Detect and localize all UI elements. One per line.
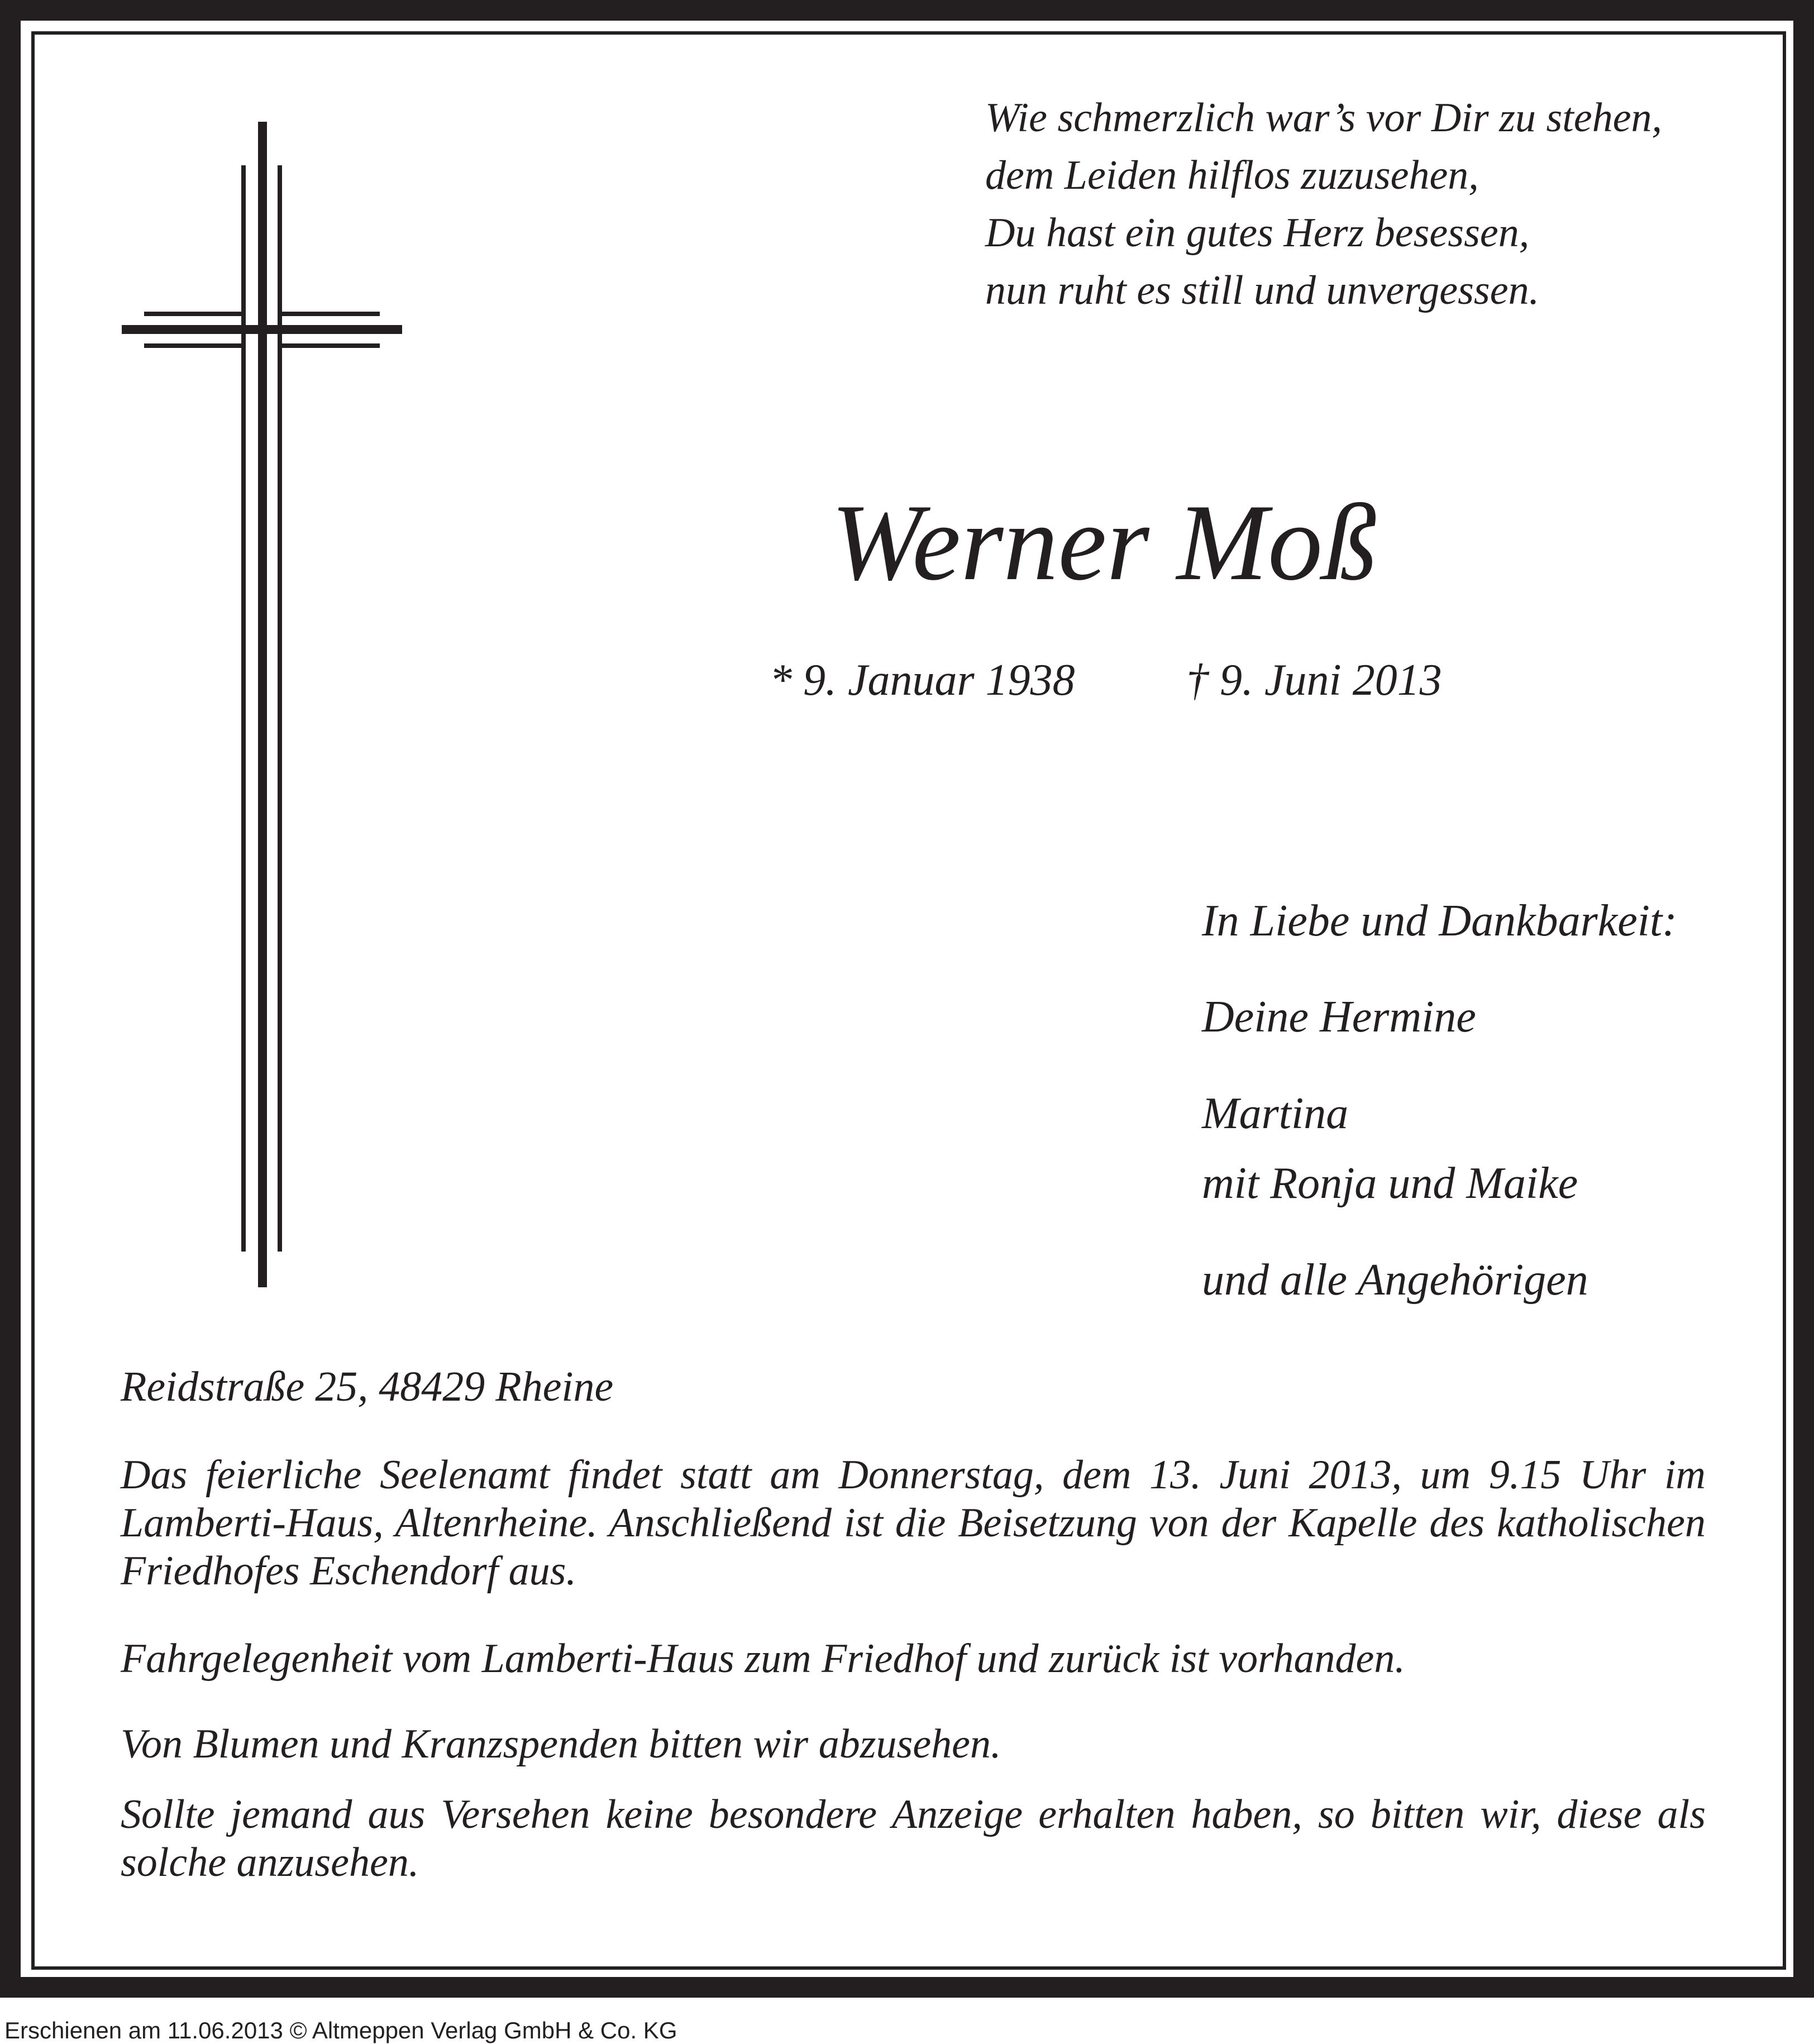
deceased-name: Werner Moß: [831, 482, 1378, 603]
service-paragraph: Das feierliche Seelenamt findet statt am Donnerstag, dem 13. Juni 2013, um 9.15 Uhr im Lamberti-Haus, Altenrheine. Anschließend ist die Beisetzung von der Kapelle des katholischen Friedhofes Eschendorf aus.: [121, 1452, 1706, 1594]
mourner-spouse: Deine Hermine: [1202, 992, 1476, 1042]
mourner-grandchildren: mit Ronja und Maike: [1202, 1159, 1578, 1208]
poem-line: nun ruht es still und unvergessen.: [985, 268, 1540, 313]
mourners-intro: In Liebe und Dankbarkeit:: [1202, 896, 1677, 945]
mourner-relatives: und alle Angehörigen: [1202, 1255, 1588, 1305]
flowers-paragraph: Von Blumen und Kranzspenden bitten wir abzusehen.: [121, 1721, 1001, 1767]
poem-line: Wie schmerzlich war’s vor Dir zu stehen,: [985, 95, 1663, 141]
cross-top-right-line: [278, 312, 380, 316]
cross-main-horizontal: [122, 325, 402, 334]
cross-top-left-line: [144, 312, 246, 316]
poem-line: dem Leiden hilflos zuzusehen,: [985, 152, 1479, 198]
poem: [985, 89, 1662, 319]
cross-bottom-left-line: [144, 343, 246, 348]
birth-date: * 9. Januar 1938: [770, 656, 1075, 705]
death-date: † 9. Juni 2013: [1186, 656, 1442, 705]
transport-paragraph: Fahrgelegenheit vom Lamberti-Haus zum Friedhof und zurück ist vorhanden.: [121, 1636, 1405, 1682]
publication-footer: Erschienen am 11.06.2013 © Altmeppen Verlag GmbH & Co. KG: [4, 2017, 677, 2043]
notice-paragraph: Sollte jemand aus Versehen keine besondere Anzeige erhalten haben, so bitten wir, diese als solche anzusehen.: [121, 1792, 1706, 1885]
mourner-child: Martina: [1202, 1089, 1349, 1138]
cross-bottom-right-line: [278, 343, 380, 348]
cross-main-vertical: [258, 122, 267, 1287]
poem-line: Du hast ein gutes Herz besessen,: [985, 210, 1530, 256]
address: Reidstraße 25, 48429 Rheine: [121, 1363, 614, 1410]
